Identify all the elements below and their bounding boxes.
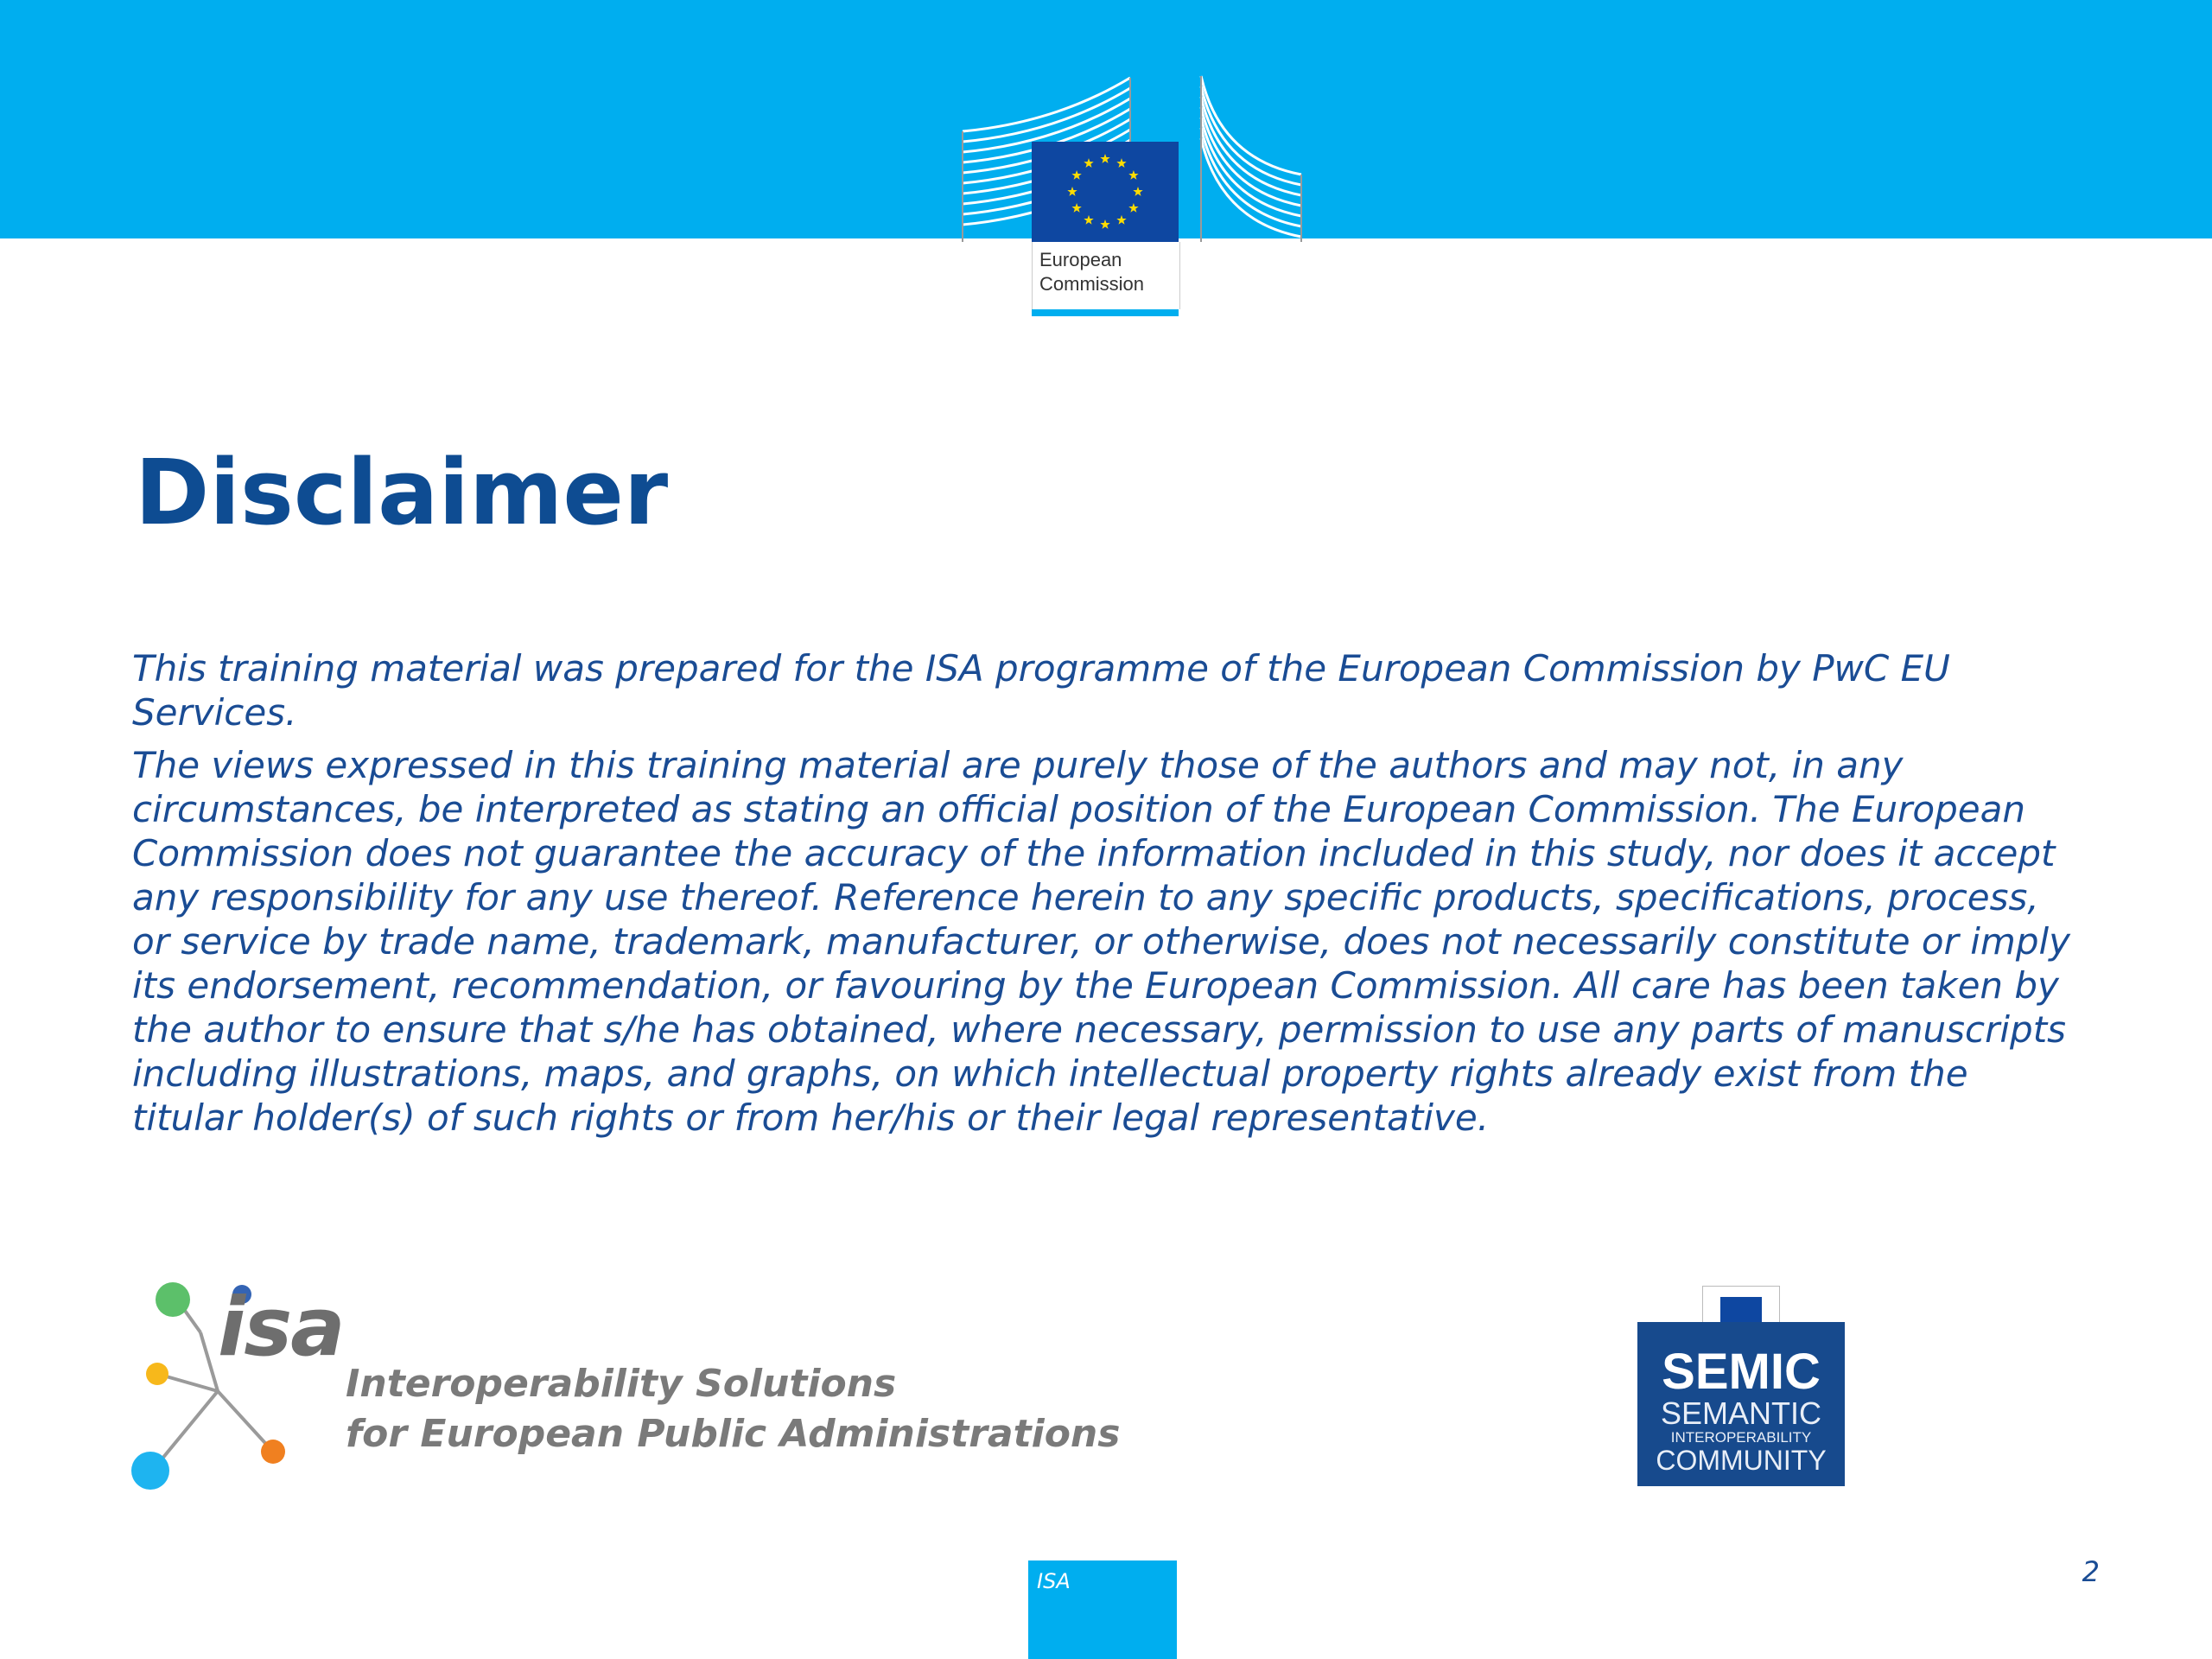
eu-star-icon bbox=[1128, 170, 1138, 180]
eu-star-icon bbox=[1084, 215, 1093, 225]
ec-logo-underline bbox=[1032, 309, 1179, 316]
eu-star-icon bbox=[1128, 203, 1138, 213]
eu-star-icon bbox=[1116, 158, 1126, 168]
disclaimer-paragraph-1: This training material was prepared for the ISA programme of the European Commission by PwC EU Services. bbox=[132, 647, 1950, 734]
eu-star-icon bbox=[1084, 158, 1093, 168]
eu-star-icon bbox=[1100, 154, 1109, 163]
eu-star-icon bbox=[1071, 170, 1081, 180]
ec-emblem bbox=[1032, 142, 1179, 380]
eu-star-icon bbox=[1067, 187, 1077, 196]
eu-star-icon bbox=[1133, 187, 1142, 196]
isa-tagline-line2: for European Public Administrations bbox=[346, 1412, 1121, 1456]
eu-star-icon bbox=[1116, 215, 1126, 225]
semic-logo bbox=[1637, 1322, 1845, 1486]
eu-flag-icon bbox=[1032, 142, 1179, 242]
european-commission-logo bbox=[961, 73, 1306, 311]
disclaimer-body bbox=[132, 646, 2085, 1140]
semic-line1: SEMANTIC bbox=[1660, 1395, 1821, 1431]
eu-star-icon bbox=[1071, 203, 1081, 213]
ec-wordmark bbox=[1032, 242, 1180, 309]
slide-title: Disclaimer bbox=[135, 440, 669, 545]
ec-wordmark-line2: Commission bbox=[1039, 273, 1145, 295]
isa-logo bbox=[128, 1279, 1121, 1495]
eu-star-icon bbox=[1100, 219, 1109, 229]
semic-line3: COMMUNITY bbox=[1656, 1445, 1827, 1476]
semic-line2: INTEROPERABILITY bbox=[1670, 1429, 1812, 1446]
footer-tab bbox=[1028, 1560, 1177, 1659]
isa-tagline-line1: Interoperability Solutions bbox=[346, 1362, 897, 1406]
semic-name: SEMIC bbox=[1662, 1344, 1821, 1400]
isa-wordmark: isa bbox=[218, 1281, 344, 1375]
page-number: 2 bbox=[2082, 1555, 2100, 1588]
ec-wordmark-line1: European bbox=[1039, 249, 1122, 270]
disclaimer-paragraph-2: The views expressed in this training material are purely those of the authors and may not, in any circumstances, be interpreted as stating an official position of the European Commission. The European Commission does not guarantee the accuracy of the information included in this study, nor does it accept any responsibility for any use thereof. Reference herein to any specific products, specifications, process, or service by trade name, trademark, manufacturer, or otherwise, does not necessarily constitute or imply its endorsement, recommendation, or favouring by the European Commission. All care has been taken by the author to ensure that s/he has obtained, where necessary, permission to use any parts of manuscripts including illustrations, maps, and graphs, on which intellectual property rights already exist from the titular holder(s) of such rights or from her/his or their legal representative. bbox=[132, 744, 2071, 1139]
footer-tab-label: ISA bbox=[1037, 1569, 1071, 1593]
